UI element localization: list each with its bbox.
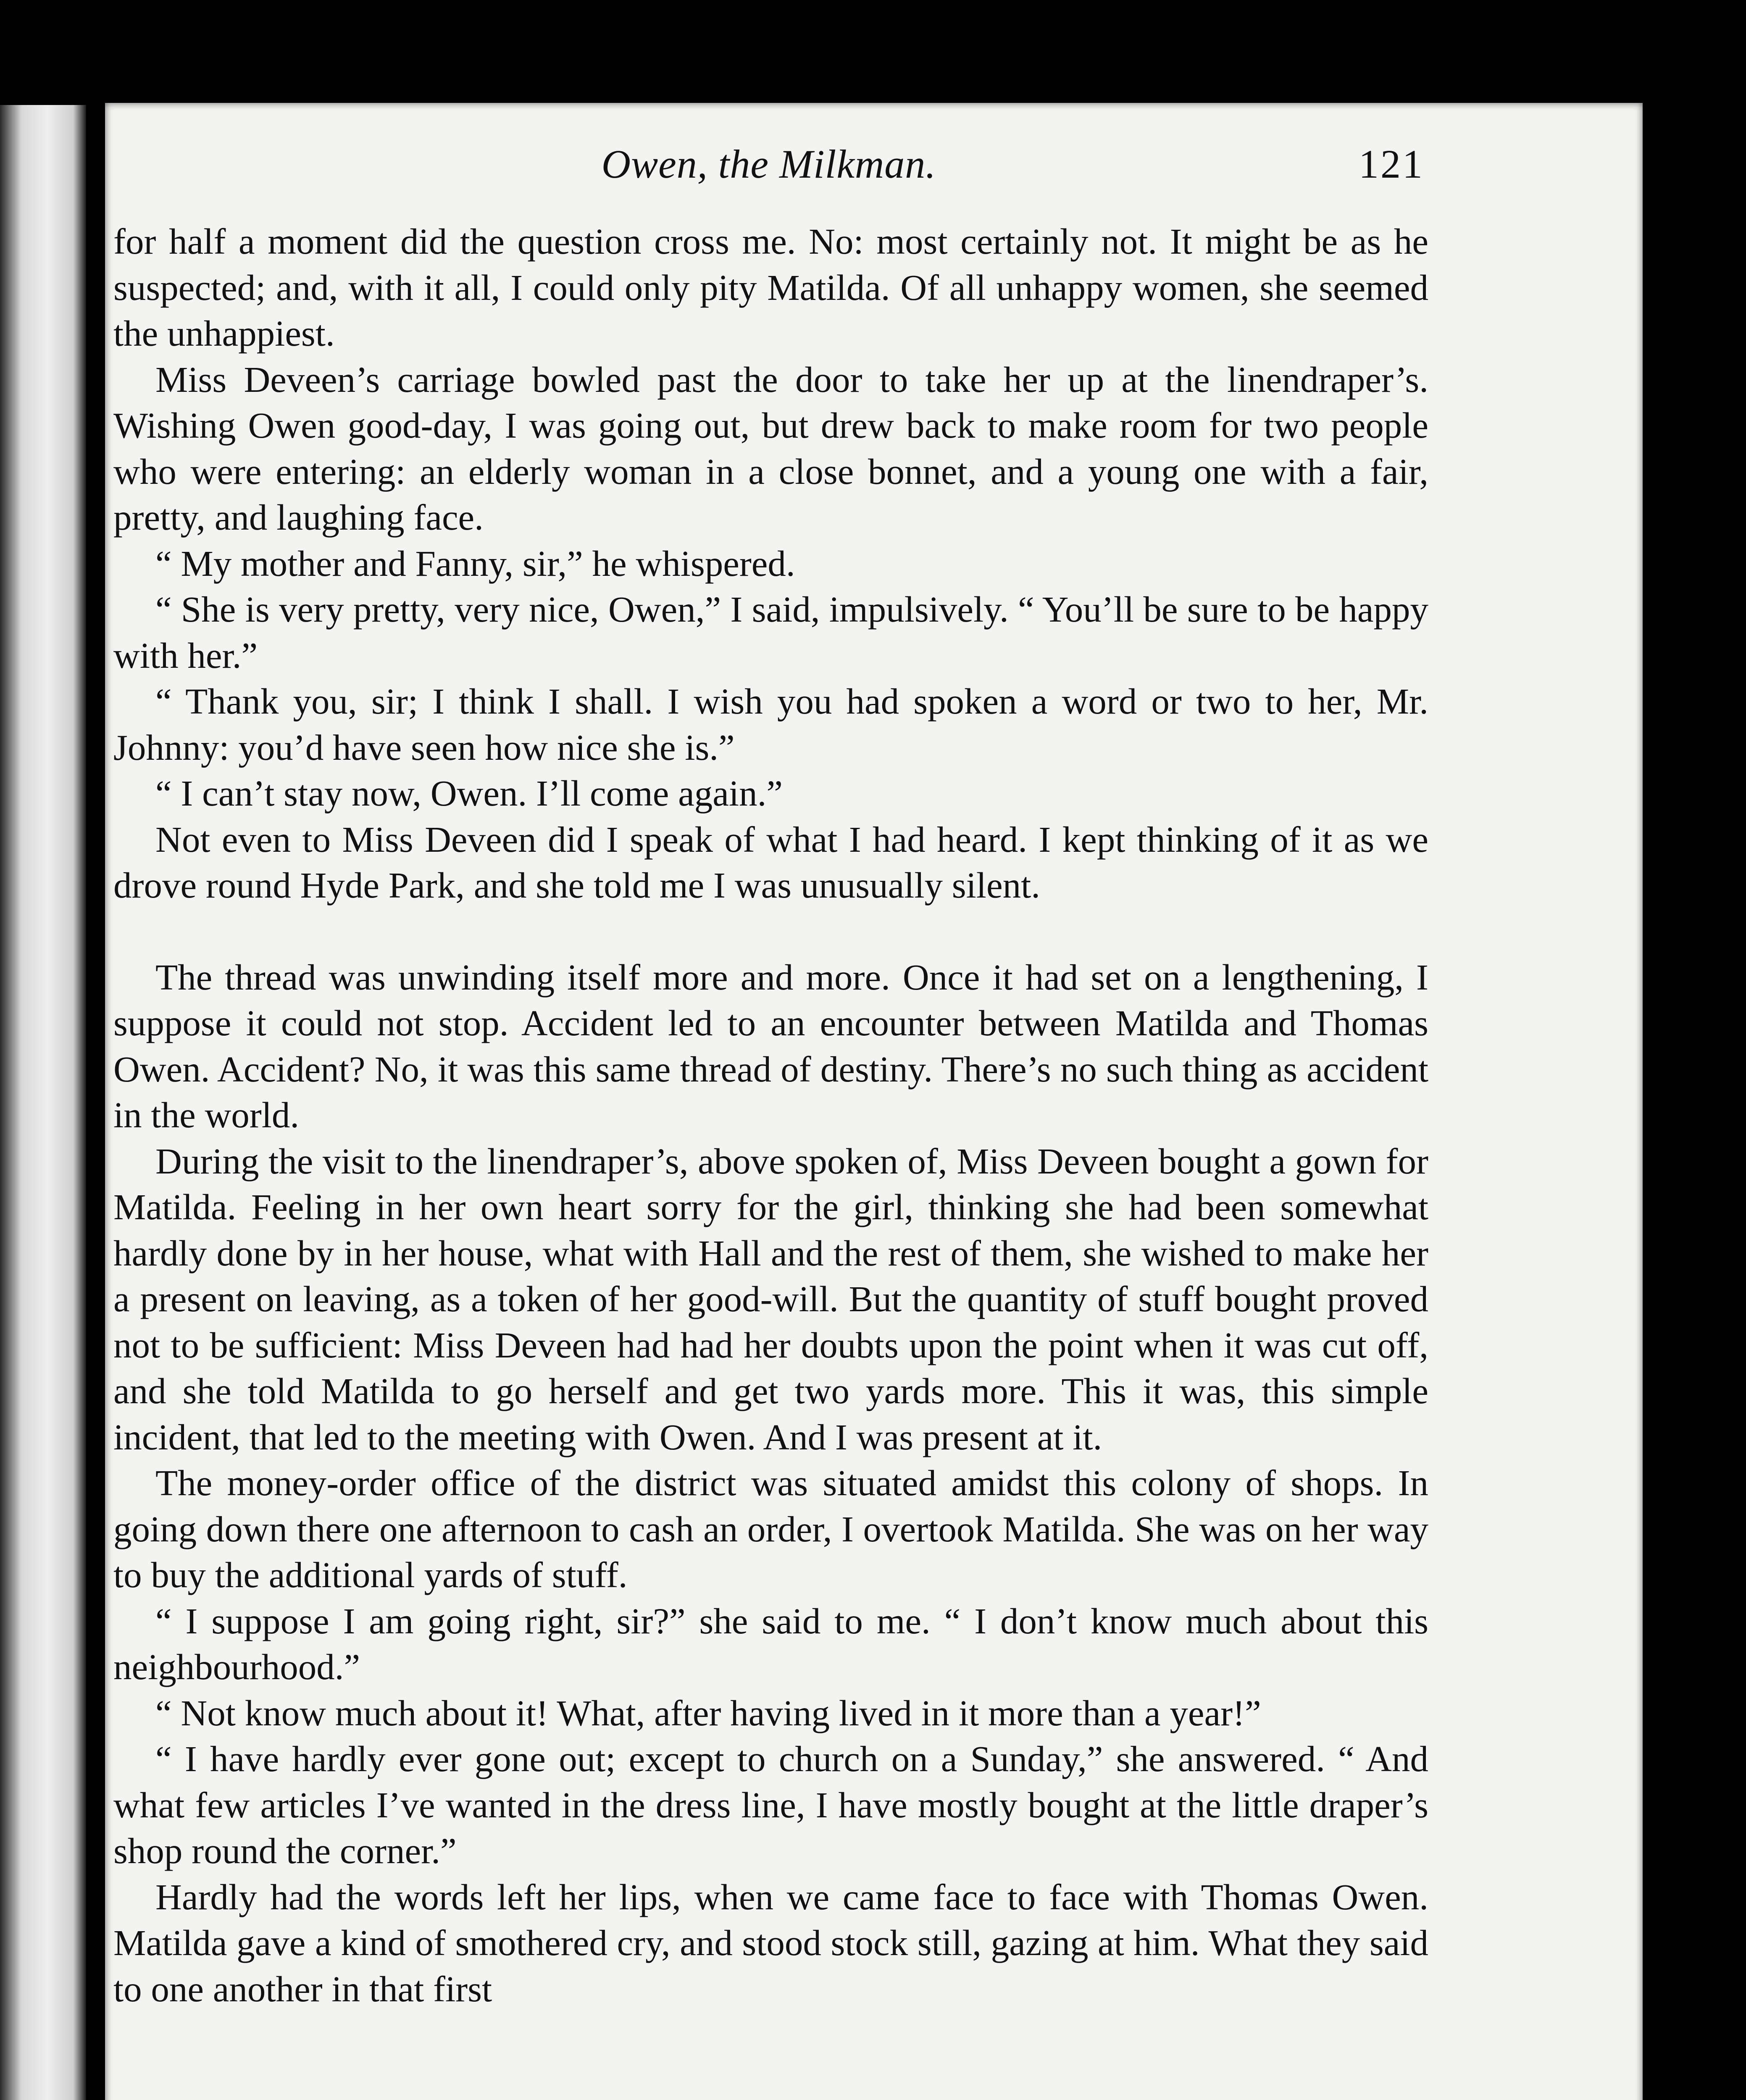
paragraph: for half a moment did the question cross me. No: most certainly not. It might be as he suspected; and, with it all, I could only pity Matilda. Of all unhappy women, she seemed the unhappiest. (113, 221, 1428, 354)
paragraph: “ Not know much about it! What, after having lived in it more than a year!” (155, 1692, 1261, 1733)
paragraph: Not even to Miss Deveen did I speak of what I had heard. I kept thinking of it as we drove round Hyde Park, and she told me I was unusually silent. (113, 819, 1428, 906)
paragraph: Hardly had the words left her lips, when we came face to face with Thomas Owen. Matilda gave a kind of smothered cry, and stood stock still, gazing at him. What they said to one another in that first (113, 1876, 1428, 2009)
paragraph: The thread was unwinding itself more and more. Once it had set on a lengthening, I suppose it could not stop. Accident led to an encounter between Matilda and Thomas Owen. Accident? No, it was this same thread of destiny. There’s no such thing as accident in the world. (113, 956, 1428, 1135)
paragraph: “ I can’t stay now, Owen. I’ll come again.” (155, 773, 783, 814)
paragraph: During the visit to the linendraper’s, above spoken of, Miss Deveen bought a gown for Matilda. Feeling in her own heart sorry for the girl, thinking she had been somewhat hardly done by in her house, what with Hall and the rest of them, she wished to make her a present on leaving, as a token of her good-will. But the quantity of stuff bought proved not to be sufficient: Miss Deveen had had her doubts upon the point when it was cut off, and she told Matilda to go herself and get two yards more. This it was, this simple incident, that led to the meeting with Owen. And I was present at it. (113, 1140, 1428, 1457)
body-text (113, 218, 1428, 2012)
paragraph: “ I have hardly ever gone out; except to church on a Sunday,” she answered. “ And what few articles I’ve wanted in the dress line, I have mostly bought at the little draper’s shop round the corner.” (113, 1738, 1428, 1871)
paragraph: The money-order office of the district was situated amidst this colony of shops. In going down there one afternoon to cash an order, I overtook Matilda. She was on her way to buy the additional yards of stuff. (113, 1462, 1428, 1595)
running-head-title: Owen, the Milkman. (601, 142, 936, 186)
paragraph: Miss Deveen’s carriage bowled past the door to take her up at the linendraper’s. Wishing Owen good-day, I was going out, but drew back to make room for two people who were entering: an elderly woman in a close bonnet, and a young one with a fair, pretty, and laughing face. (113, 359, 1428, 538)
paragraph: “ Thank you, sir; I think I shall. I wish you had spoken a word or two to her, Mr. Johnny: you’d have seen how nice she is.” (113, 681, 1428, 768)
running-head (113, 141, 1424, 208)
paragraph: “ She is very pretty, very nice, Owen,” I said, impulsively. “ You’ll be sure to be happy with her.” (113, 589, 1428, 676)
paragraph: “ My mother and Fanny, sir,” he whispered. (155, 543, 795, 584)
adjacent-page-edge (0, 105, 86, 2100)
paragraph: “ I suppose I am going right, sir?” she said to me. “ I don’t know much about this neighbourhood.” (113, 1600, 1428, 1687)
page-number: 121 (1359, 142, 1424, 186)
